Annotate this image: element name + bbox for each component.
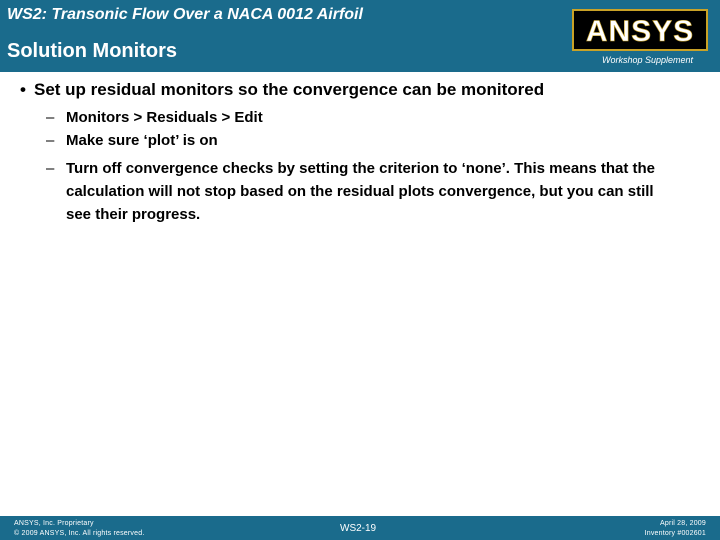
page-title: WS2: Transonic Flow Over a NACA 0012 Airfoil bbox=[7, 6, 363, 23]
footer-page-id: WS2-19 bbox=[340, 523, 377, 534]
dash-icon: – bbox=[46, 160, 55, 177]
sub-item bbox=[46, 129, 656, 152]
footer-inventory: Inventory #002601 bbox=[644, 530, 706, 537]
main-bullet bbox=[20, 80, 544, 100]
sub-item-text: Make sure ‘plot’ is on bbox=[66, 132, 218, 149]
section-title: Solution Monitors bbox=[7, 40, 177, 62]
sub-item-text: Monitors > Residuals > Edit bbox=[66, 109, 263, 126]
footer-date: April 28, 2009 bbox=[660, 520, 706, 527]
footer-proprietary: ANSYS, Inc. Proprietary bbox=[14, 520, 94, 527]
workshop-supplement-label: Workshop Supplement bbox=[601, 55, 693, 65]
dash-icon: – bbox=[46, 109, 55, 126]
header-bar bbox=[0, 0, 720, 72]
footer-copyright bbox=[14, 519, 144, 539]
sub-item-text: Turn off convergence checks by setting the criterion to ‘none’. This means that the calculation will not stop based on the residual plots convergence, but you can still see their progress. bbox=[66, 160, 655, 223]
dash-icon: – bbox=[46, 132, 55, 149]
footer-date-block bbox=[645, 519, 706, 539]
sub-item bbox=[46, 106, 656, 129]
bullet-dot-icon: • bbox=[20, 80, 26, 99]
logo-text: ANSYS bbox=[585, 15, 695, 48]
main-bullet-text: Set up residual monitors so the convergence can be monitored bbox=[34, 80, 545, 99]
footer-rights: © 2009 ANSYS, Inc. All rights reserved. bbox=[14, 530, 145, 537]
footer-bar bbox=[0, 516, 720, 540]
ansys-logo bbox=[572, 9, 708, 51]
sub-item bbox=[46, 157, 656, 226]
